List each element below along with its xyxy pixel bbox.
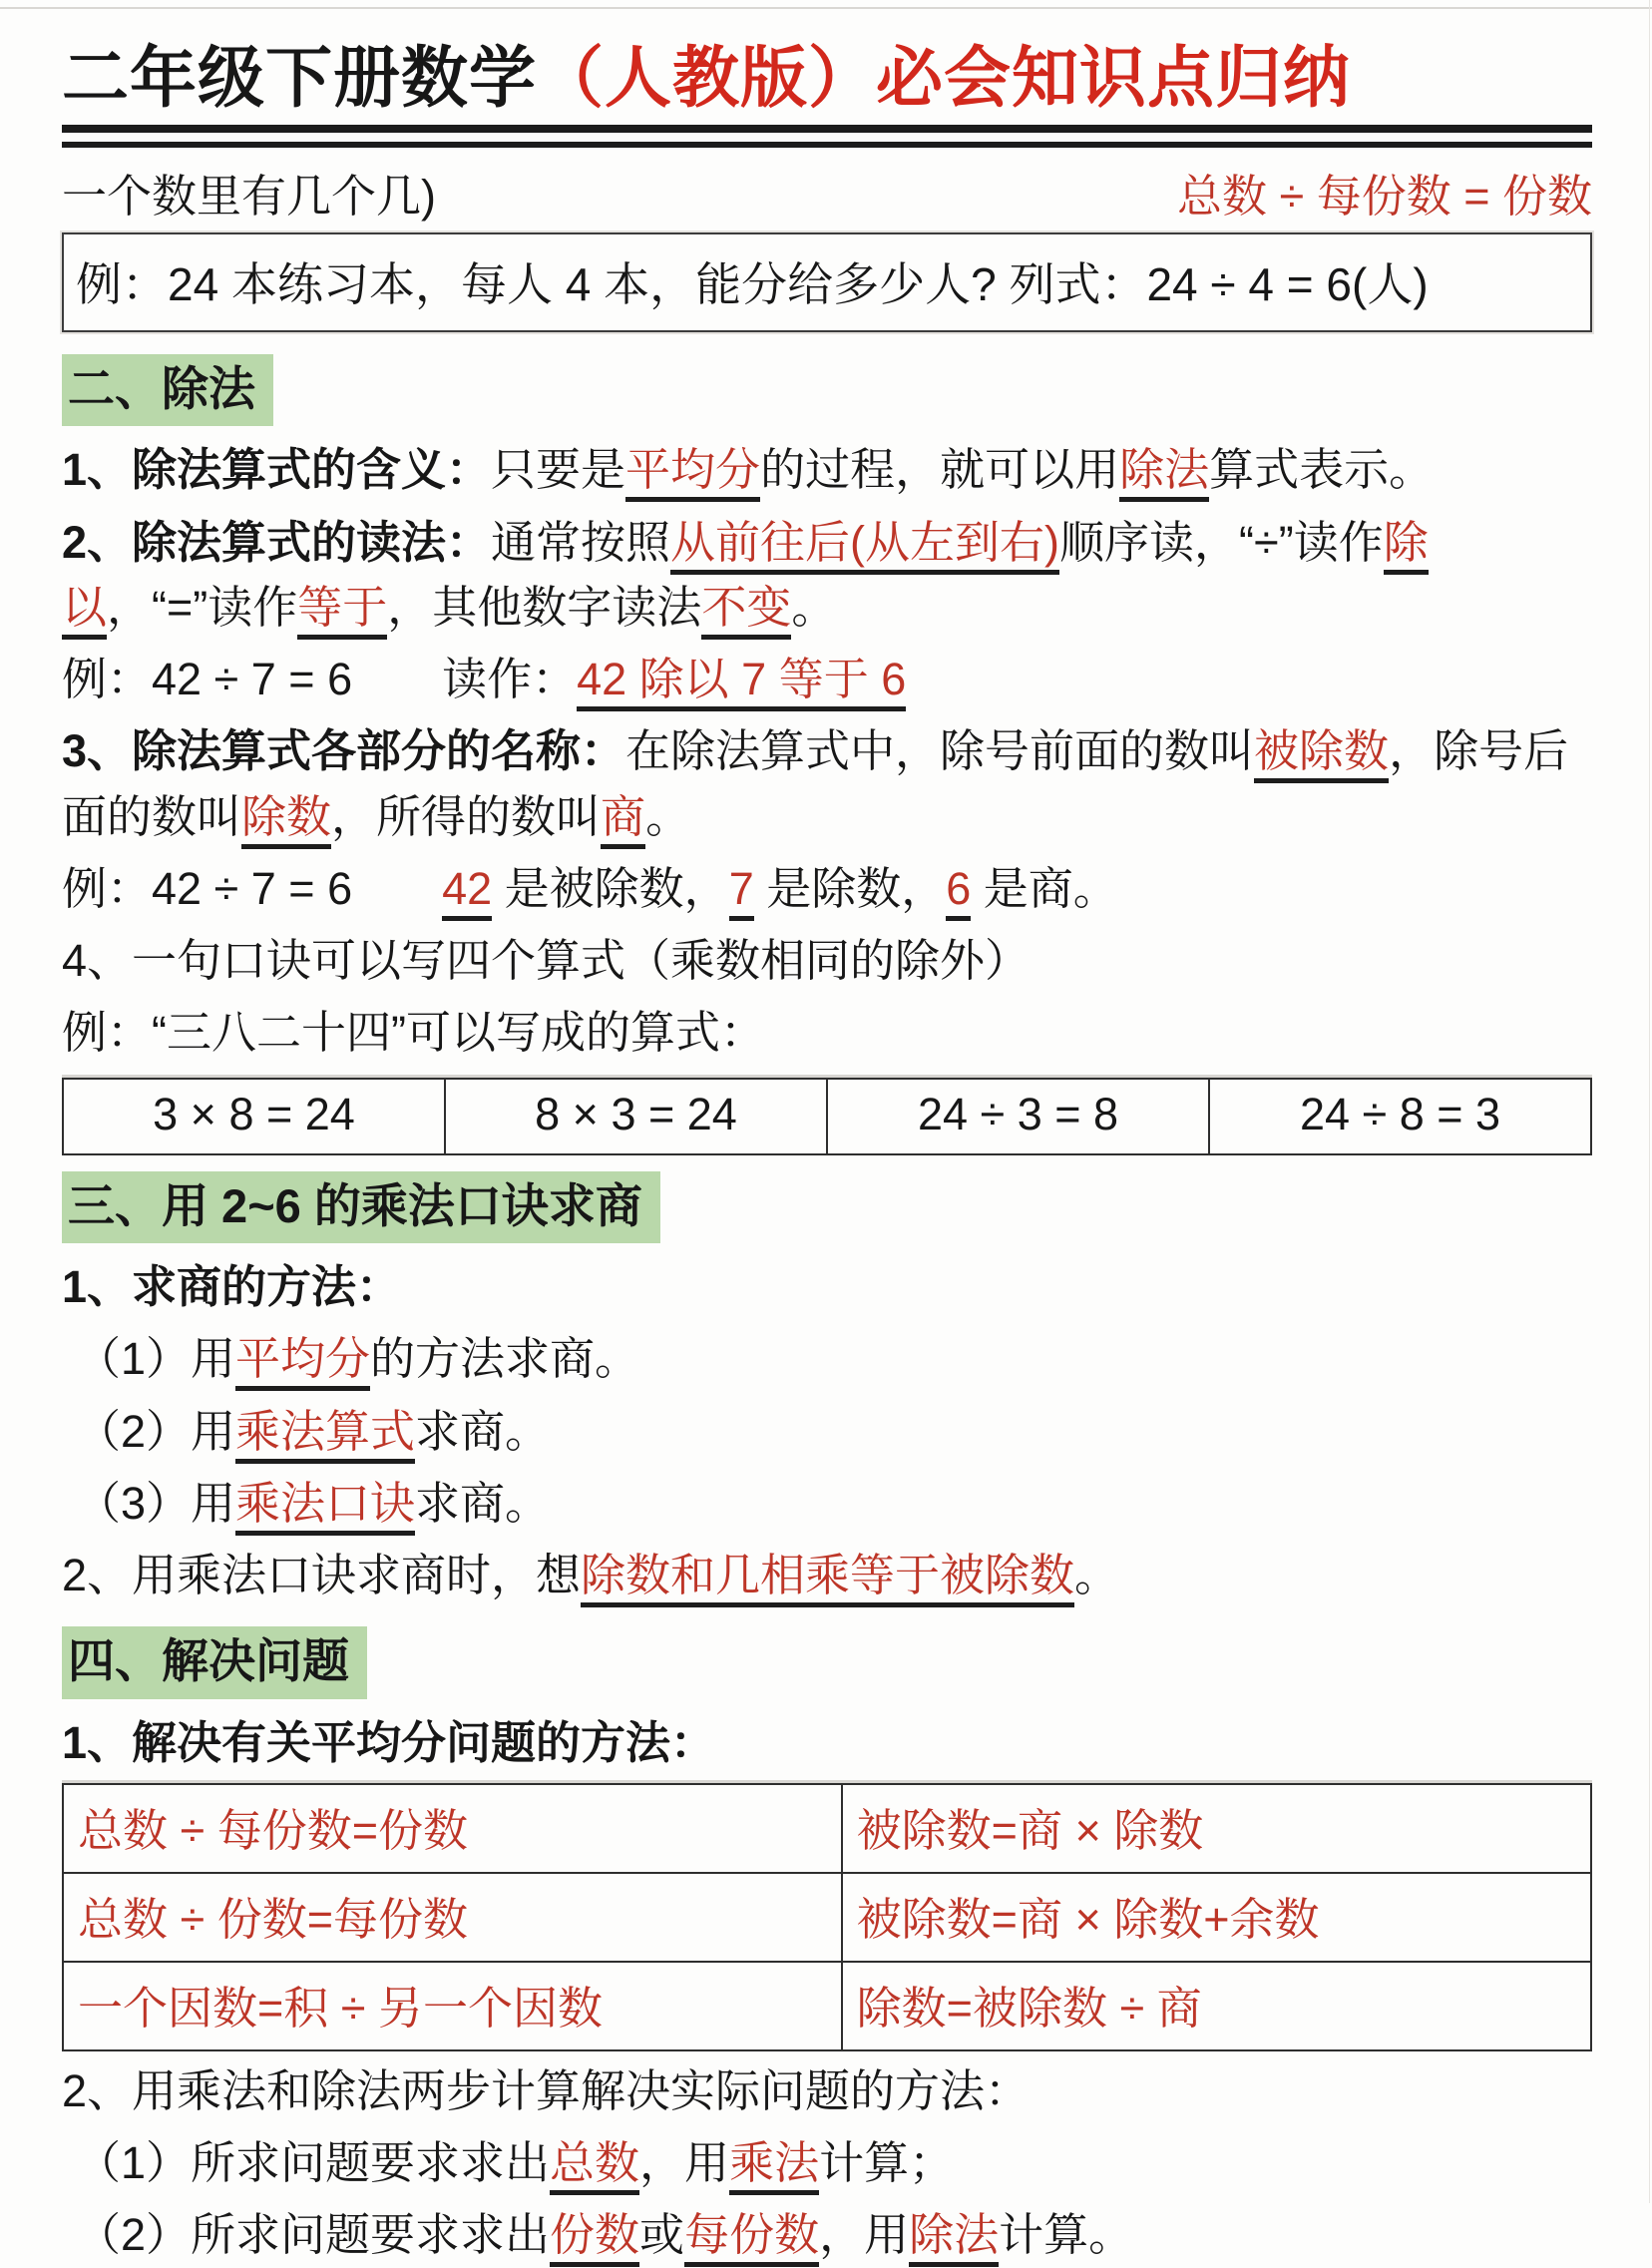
text-segment: 。 bbox=[1074, 1550, 1120, 1601]
equation-cell: 24 ÷ 3 = 8 bbox=[827, 1079, 1209, 1154]
paragraph-lead: 1、求商的方法： bbox=[62, 1261, 402, 1313]
method-item-3 bbox=[62, 1471, 1592, 1536]
highlight-term: 6 bbox=[946, 863, 971, 921]
text-segment: 计算。 bbox=[999, 2209, 1134, 2261]
highlight-term: 商 bbox=[601, 791, 645, 849]
highlight-term: 平均分 bbox=[235, 1333, 370, 1391]
paragraph-lead: 1、解决有关平均分问题的方法： bbox=[62, 1716, 716, 1768]
section-heading-quotient: 三、用 2~6 的乘法口诀求商 bbox=[62, 1171, 660, 1243]
highlight-term: 除法 bbox=[909, 2209, 999, 2267]
title-red-part: （人教版）必会知识点归纳 bbox=[537, 41, 1351, 116]
text-segment: 。 bbox=[791, 581, 837, 633]
paragraph-division-meaning bbox=[62, 437, 1592, 502]
highlight-term: 不变 bbox=[701, 582, 791, 640]
example-rhyme: 例：“三八二十四”可以写成的算式： bbox=[62, 1007, 765, 1059]
text-segment: ，除号后面的数叫 bbox=[62, 725, 1569, 842]
highlight-term: 7 bbox=[729, 863, 754, 921]
text-segment: （2）所求问题要求求出 bbox=[76, 2209, 551, 2261]
formula-cell: 总数 ÷ 每份数=份数 bbox=[63, 1784, 842, 1873]
highlight-term: 42 除以 7 等于 6 bbox=[577, 654, 906, 711]
text-segment: （2）用 bbox=[76, 1405, 236, 1457]
text-segment: 的方法求商。 bbox=[370, 1333, 640, 1385]
equation-cell: 8 × 3 = 24 bbox=[445, 1079, 827, 1154]
page-title bbox=[62, 40, 1592, 117]
four-equations-table bbox=[62, 1078, 1592, 1155]
highlight-term: 乘法 bbox=[729, 2137, 819, 2195]
formula-cell: 一个因数=积 ÷ 另一个因数 bbox=[63, 1962, 842, 2050]
equation-cell: 24 ÷ 8 = 3 bbox=[1209, 1079, 1591, 1154]
highlight-term: 等于 bbox=[297, 582, 387, 640]
formula-cell: 除数=被除数 ÷ 商 bbox=[842, 1962, 1591, 2050]
highlight-term: 乘法算式 bbox=[235, 1406, 415, 1464]
example-box-text: 例：24 本练习本，每人 4 本，能分给多少人? 列式：24 ÷ 4 = 6(人) bbox=[76, 258, 1429, 311]
text-segment: ，用 bbox=[639, 2137, 730, 2189]
highlight-term: 乘法口诀 bbox=[235, 1478, 415, 1536]
photo-edge-right bbox=[1649, 0, 1650, 2203]
formula-cell: 被除数=商 × 除数 bbox=[842, 1784, 1591, 1873]
example-reading bbox=[62, 647, 1592, 711]
highlight-term: 平均分 bbox=[625, 444, 760, 502]
text-segment: 或 bbox=[639, 2209, 685, 2261]
highlight-term: 从前往后(从左到右) bbox=[670, 517, 1059, 575]
highlight-term: 总数 bbox=[550, 2137, 639, 2195]
solve-item-2 bbox=[62, 2202, 1592, 2267]
highlight-term: 除法 bbox=[1119, 444, 1209, 502]
paragraph-one-rhyme-four-equations: 4、一句口诀可以写四个算式（乘数相同的除外） bbox=[62, 935, 1031, 987]
text-segment: 在除法算式中，除号前面的数叫 bbox=[625, 725, 1255, 777]
intro-line bbox=[62, 160, 1592, 225]
table-row bbox=[63, 1079, 1591, 1154]
example-box bbox=[62, 232, 1592, 332]
text-segment: 是除数， bbox=[753, 862, 947, 914]
method-item-2 bbox=[62, 1399, 1592, 1464]
text-segment: 的过程，就可以用 bbox=[760, 444, 1120, 496]
highlight-term: 被除数 bbox=[1254, 725, 1389, 783]
paragraph-two-step-method: 2、用乘法和除法两步计算解决实际问题的方法： bbox=[62, 2064, 1031, 2116]
highlight-term: 除数和几相乘等于被除数 bbox=[581, 1550, 1074, 1607]
text-segment: 是商。 bbox=[971, 862, 1118, 914]
solve-item-1 bbox=[62, 2130, 1592, 2195]
text-segment: 是被除数， bbox=[492, 862, 729, 914]
text-segment: （3）用 bbox=[76, 1477, 236, 1529]
text-segment: ，“=”读作 bbox=[107, 581, 298, 633]
paragraph-division-parts bbox=[62, 718, 1592, 849]
section-division bbox=[62, 342, 1592, 1155]
paragraph-average-problems-lead bbox=[62, 1710, 1592, 1775]
example-parts bbox=[62, 856, 1592, 921]
text-segment: ，所得的数叫 bbox=[331, 790, 602, 842]
paragraph-lead: 2、除法算式的读法： bbox=[62, 516, 492, 568]
highlight-term: 除以 bbox=[62, 517, 1429, 640]
text-segment: 。 bbox=[645, 790, 691, 842]
paragraph-rhyme-quotient bbox=[62, 1543, 1592, 1607]
text-segment: ，其他数字读法 bbox=[387, 581, 702, 633]
paragraph-lead: 1、除法算式的含义： bbox=[62, 444, 492, 496]
formula-cell: 总数 ÷ 份数=每份数 bbox=[63, 1873, 842, 1962]
intro-left-text: 一个数里有几个几) bbox=[62, 171, 436, 223]
text-segment: （1）用 bbox=[76, 1333, 236, 1385]
paragraph-quotient-methods-lead bbox=[62, 1254, 1592, 1319]
text-segment: 求商。 bbox=[415, 1405, 551, 1457]
text-segment: 只要是 bbox=[491, 444, 626, 496]
text-segment: 求商。 bbox=[415, 1477, 551, 1529]
section-heading-problem-solving: 四、解决问题 bbox=[62, 1626, 367, 1698]
title-black-part: 二年级下册数学 bbox=[62, 41, 537, 116]
section-problem-solving bbox=[62, 1614, 1592, 2267]
section-heading-division: 二、除法 bbox=[62, 354, 273, 426]
table-row bbox=[63, 1784, 1591, 1873]
section-quotient bbox=[62, 1159, 1592, 1608]
text-segment: 计算； bbox=[819, 2137, 955, 2189]
highlight-term: 42 bbox=[442, 863, 492, 921]
paragraph-division-reading bbox=[62, 510, 1592, 641]
table-row bbox=[63, 1962, 1591, 2050]
highlight-term: 除数 bbox=[241, 791, 331, 849]
text-segment: ，用 bbox=[819, 2209, 910, 2261]
table-row bbox=[63, 1873, 1591, 1962]
equation-cell: 3 × 8 = 24 bbox=[63, 1079, 445, 1154]
intro-right-formula: 总数 ÷ 每份数 = 份数 bbox=[1177, 171, 1592, 223]
text-segment: 例：42 ÷ 7 = 6 bbox=[62, 862, 443, 914]
title-divider bbox=[62, 125, 1592, 148]
text-segment: 算式表示。 bbox=[1209, 444, 1435, 496]
text-segment: 顺序读，“÷”读作 bbox=[1059, 516, 1384, 568]
formula-cell: 被除数=商 × 除数+余数 bbox=[842, 1873, 1591, 1962]
text-segment: 通常按照 bbox=[491, 516, 671, 568]
text-segment: （1）所求问题要求求出 bbox=[76, 2137, 551, 2189]
text-segment: 例：42 ÷ 7 = 6 读作： bbox=[62, 654, 578, 705]
formula-table bbox=[62, 1783, 1592, 2051]
photo-edge-top bbox=[0, 7, 1652, 9]
paragraph-lead: 3、除法算式各部分的名称： bbox=[62, 725, 626, 777]
highlight-term: 份数 bbox=[550, 2209, 639, 2267]
method-item-1 bbox=[62, 1326, 1592, 1391]
highlight-term: 每份数 bbox=[684, 2209, 819, 2267]
text-segment: 2、用乘法口诀求商时，想 bbox=[62, 1550, 582, 1601]
